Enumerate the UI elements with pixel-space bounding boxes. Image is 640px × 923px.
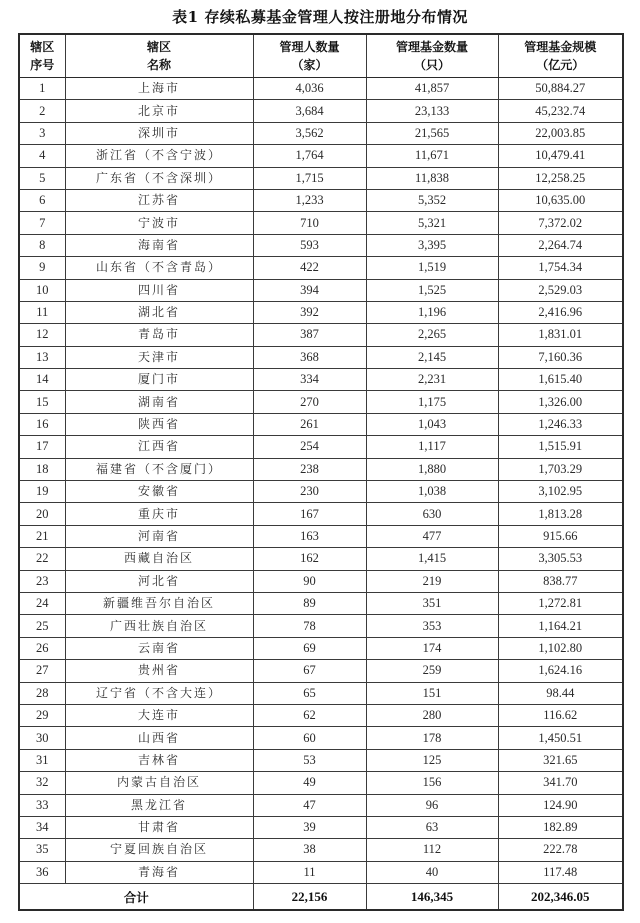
cell-region-name: 西藏自治区 <box>65 548 253 570</box>
cell-scale: 3,305.53 <box>498 548 623 570</box>
cell-scale: 12,258.25 <box>498 167 623 189</box>
cell-region-name: 海南省 <box>65 234 253 256</box>
cell-seq: 29 <box>19 704 65 726</box>
total-funds: 146,345 <box>366 884 498 911</box>
cell-seq: 7 <box>19 212 65 234</box>
cell-managers: 3,562 <box>253 122 366 144</box>
table-row <box>19 145 623 167</box>
cell-scale: 7,372.02 <box>498 212 623 234</box>
table-row <box>19 481 623 503</box>
cell-region-name: 天津市 <box>65 346 253 368</box>
cell-region-name: 陕西省 <box>65 413 253 435</box>
cell-funds: 477 <box>366 525 498 547</box>
cell-seq: 22 <box>19 548 65 570</box>
table-row <box>19 503 623 525</box>
cell-scale: 321.65 <box>498 749 623 771</box>
cell-region-name: 福建省（不含厦门） <box>65 458 253 480</box>
cell-region-name: 吉林省 <box>65 749 253 771</box>
cell-region-name: 贵州省 <box>65 660 253 682</box>
cell-scale: 838.77 <box>498 570 623 592</box>
cell-funds: 5,321 <box>366 212 498 234</box>
cell-seq: 8 <box>19 234 65 256</box>
cell-seq: 4 <box>19 145 65 167</box>
cell-funds: 280 <box>366 704 498 726</box>
cell-region-name: 广西壮族自治区 <box>65 615 253 637</box>
cell-seq: 23 <box>19 570 65 592</box>
table-row <box>19 816 623 838</box>
table-header <box>19 34 623 78</box>
cell-region-name: 宁波市 <box>65 212 253 234</box>
header-managers: 管理人数量 （家） <box>253 34 366 78</box>
cell-managers: 1,715 <box>253 167 366 189</box>
cell-region-name: 重庆市 <box>65 503 253 525</box>
cell-seq: 25 <box>19 615 65 637</box>
cell-managers: 38 <box>253 839 366 861</box>
cell-seq: 35 <box>19 839 65 861</box>
table-row <box>19 704 623 726</box>
cell-funds: 1,043 <box>366 413 498 435</box>
cell-scale: 1,703.29 <box>498 458 623 480</box>
cell-managers: 47 <box>253 794 366 816</box>
cell-seq: 5 <box>19 167 65 189</box>
cell-seq: 13 <box>19 346 65 368</box>
cell-managers: 387 <box>253 324 366 346</box>
header-name: 辖区 名称 <box>65 34 253 78</box>
cell-funds: 351 <box>366 592 498 614</box>
table-body <box>19 78 623 884</box>
table-row <box>19 794 623 816</box>
cell-region-name: 青海省 <box>65 861 253 883</box>
cell-managers: 270 <box>253 391 366 413</box>
cell-scale: 2,416.96 <box>498 301 623 323</box>
cell-region-name: 大连市 <box>65 704 253 726</box>
cell-seq: 27 <box>19 660 65 682</box>
cell-managers: 4,036 <box>253 78 366 100</box>
cell-scale: 2,529.03 <box>498 279 623 301</box>
table-row <box>19 413 623 435</box>
cell-managers: 593 <box>253 234 366 256</box>
cell-scale: 1,624.16 <box>498 660 623 682</box>
cell-funds: 11,838 <box>366 167 498 189</box>
table-row <box>19 279 623 301</box>
cell-funds: 1,415 <box>366 548 498 570</box>
cell-funds: 219 <box>366 570 498 592</box>
cell-region-name: 黑龙江省 <box>65 794 253 816</box>
cell-funds: 2,231 <box>366 369 498 391</box>
cell-managers: 368 <box>253 346 366 368</box>
cell-managers: 238 <box>253 458 366 480</box>
cell-scale: 222.78 <box>498 839 623 861</box>
cell-scale: 22,003.85 <box>498 122 623 144</box>
cell-region-name: 深圳市 <box>65 122 253 144</box>
cell-scale: 1,813.28 <box>498 503 623 525</box>
distribution-table <box>18 33 624 911</box>
cell-funds: 63 <box>366 816 498 838</box>
cell-region-name: 甘肃省 <box>65 816 253 838</box>
table-row <box>19 122 623 144</box>
cell-funds: 3,395 <box>366 234 498 256</box>
cell-managers: 230 <box>253 481 366 503</box>
table-row <box>19 189 623 211</box>
cell-scale: 10,479.41 <box>498 145 623 167</box>
cell-scale: 1,164.21 <box>498 615 623 637</box>
cell-funds: 178 <box>366 727 498 749</box>
cell-region-name: 河南省 <box>65 525 253 547</box>
cell-scale: 10,635.00 <box>498 189 623 211</box>
cell-seq: 17 <box>19 436 65 458</box>
cell-seq: 26 <box>19 637 65 659</box>
table-row <box>19 436 623 458</box>
cell-managers: 1,233 <box>253 189 366 211</box>
header-scale: 管理基金规模 （亿元） <box>498 34 623 78</box>
cell-region-name: 宁夏回族自治区 <box>65 839 253 861</box>
cell-managers: 49 <box>253 772 366 794</box>
cell-seq: 6 <box>19 189 65 211</box>
cell-scale: 2,264.74 <box>498 234 623 256</box>
cell-managers: 394 <box>253 279 366 301</box>
cell-region-name: 北京市 <box>65 100 253 122</box>
cell-seq: 15 <box>19 391 65 413</box>
cell-region-name: 青岛市 <box>65 324 253 346</box>
cell-funds: 21,565 <box>366 122 498 144</box>
cell-seq: 34 <box>19 816 65 838</box>
table-row <box>19 637 623 659</box>
cell-managers: 39 <box>253 816 366 838</box>
cell-managers: 65 <box>253 682 366 704</box>
cell-seq: 10 <box>19 279 65 301</box>
cell-region-name: 厦门市 <box>65 369 253 391</box>
cell-funds: 1,196 <box>366 301 498 323</box>
cell-scale: 3,102.95 <box>498 481 623 503</box>
cell-managers: 334 <box>253 369 366 391</box>
table-row <box>19 682 623 704</box>
table-row <box>19 100 623 122</box>
cell-funds: 151 <box>366 682 498 704</box>
table-row <box>19 749 623 771</box>
cell-scale: 341.70 <box>498 772 623 794</box>
total-managers: 22,156 <box>253 884 366 911</box>
cell-seq: 28 <box>19 682 65 704</box>
table-row <box>19 391 623 413</box>
table-row <box>19 592 623 614</box>
cell-funds: 23,133 <box>366 100 498 122</box>
cell-seq: 1 <box>19 78 65 100</box>
cell-region-name: 河北省 <box>65 570 253 592</box>
total-label: 合计 <box>19 884 253 911</box>
cell-scale: 50,884.27 <box>498 78 623 100</box>
cell-funds: 1,038 <box>366 481 498 503</box>
cell-seq: 14 <box>19 369 65 391</box>
table-row <box>19 458 623 480</box>
cell-seq: 2 <box>19 100 65 122</box>
table-row <box>19 324 623 346</box>
table-row <box>19 727 623 749</box>
cell-region-name: 内蒙古自治区 <box>65 772 253 794</box>
cell-funds: 125 <box>366 749 498 771</box>
cell-managers: 62 <box>253 704 366 726</box>
cell-region-name: 云南省 <box>65 637 253 659</box>
cell-region-name: 江西省 <box>65 436 253 458</box>
cell-seq: 30 <box>19 727 65 749</box>
table-title: 表1 存续私募基金管理人按注册地分布情况 <box>172 8 468 26</box>
cell-funds: 630 <box>366 503 498 525</box>
cell-funds: 156 <box>366 772 498 794</box>
cell-region-name: 湖北省 <box>65 301 253 323</box>
cell-region-name: 上海市 <box>65 78 253 100</box>
table-row <box>19 525 623 547</box>
cell-funds: 353 <box>366 615 498 637</box>
cell-managers: 89 <box>253 592 366 614</box>
cell-managers: 167 <box>253 503 366 525</box>
cell-funds: 1,175 <box>366 391 498 413</box>
cell-funds: 5,352 <box>366 189 498 211</box>
cell-seq: 12 <box>19 324 65 346</box>
cell-scale: 1,246.33 <box>498 413 623 435</box>
cell-funds: 1,519 <box>366 257 498 279</box>
cell-region-name: 新疆维吾尔自治区 <box>65 592 253 614</box>
cell-seq: 31 <box>19 749 65 771</box>
cell-managers: 392 <box>253 301 366 323</box>
cell-scale: 1,515.91 <box>498 436 623 458</box>
cell-managers: 163 <box>253 525 366 547</box>
table-row <box>19 660 623 682</box>
cell-funds: 259 <box>366 660 498 682</box>
cell-seq: 18 <box>19 458 65 480</box>
cell-seq: 11 <box>19 301 65 323</box>
cell-seq: 36 <box>19 861 65 883</box>
cell-funds: 1,117 <box>366 436 498 458</box>
table-footer <box>19 884 623 911</box>
cell-managers: 90 <box>253 570 366 592</box>
cell-region-name: 山西省 <box>65 727 253 749</box>
cell-scale: 7,160.36 <box>498 346 623 368</box>
table-row <box>19 369 623 391</box>
cell-managers: 60 <box>253 727 366 749</box>
cell-managers: 69 <box>253 637 366 659</box>
cell-seq: 32 <box>19 772 65 794</box>
header-funds: 管理基金数量 （只） <box>366 34 498 78</box>
cell-funds: 40 <box>366 861 498 883</box>
cell-region-name: 安徽省 <box>65 481 253 503</box>
table-row <box>19 548 623 570</box>
cell-scale: 117.48 <box>498 861 623 883</box>
cell-managers: 3,684 <box>253 100 366 122</box>
table-row <box>19 257 623 279</box>
cell-scale: 124.90 <box>498 794 623 816</box>
cell-funds: 2,145 <box>366 346 498 368</box>
cell-managers: 162 <box>253 548 366 570</box>
table-row <box>19 212 623 234</box>
table-row <box>19 346 623 368</box>
table-row <box>19 301 623 323</box>
cell-scale: 1,831.01 <box>498 324 623 346</box>
cell-scale: 915.66 <box>498 525 623 547</box>
cell-scale: 1,450.51 <box>498 727 623 749</box>
table-row <box>19 615 623 637</box>
cell-scale: 45,232.74 <box>498 100 623 122</box>
cell-managers: 710 <box>253 212 366 234</box>
cell-managers: 1,764 <box>253 145 366 167</box>
cell-managers: 254 <box>253 436 366 458</box>
table-row <box>19 234 623 256</box>
cell-funds: 41,857 <box>366 78 498 100</box>
cell-funds: 1,525 <box>366 279 498 301</box>
cell-scale: 1,754.34 <box>498 257 623 279</box>
table-row <box>19 167 623 189</box>
cell-seq: 16 <box>19 413 65 435</box>
table-row <box>19 839 623 861</box>
table-row <box>19 772 623 794</box>
cell-region-name: 广东省（不含深圳） <box>65 167 253 189</box>
cell-scale: 1,272.81 <box>498 592 623 614</box>
cell-managers: 53 <box>253 749 366 771</box>
total-row <box>19 884 623 911</box>
cell-region-name: 辽宁省（不含大连） <box>65 682 253 704</box>
table-row <box>19 78 623 100</box>
cell-seq: 3 <box>19 122 65 144</box>
cell-scale: 116.62 <box>498 704 623 726</box>
cell-seq: 33 <box>19 794 65 816</box>
cell-scale: 1,102.80 <box>498 637 623 659</box>
cell-scale: 1,326.00 <box>498 391 623 413</box>
cell-funds: 2,265 <box>366 324 498 346</box>
cell-region-name: 浙江省（不含宁波） <box>65 145 253 167</box>
cell-seq: 21 <box>19 525 65 547</box>
cell-funds: 1,880 <box>366 458 498 480</box>
header-seq: 辖区 序号 <box>19 34 65 78</box>
cell-managers: 11 <box>253 861 366 883</box>
cell-seq: 19 <box>19 481 65 503</box>
cell-managers: 78 <box>253 615 366 637</box>
table-row <box>19 570 623 592</box>
cell-managers: 422 <box>253 257 366 279</box>
cell-managers: 67 <box>253 660 366 682</box>
cell-seq: 24 <box>19 592 65 614</box>
cell-funds: 112 <box>366 839 498 861</box>
cell-region-name: 四川省 <box>65 279 253 301</box>
cell-scale: 182.89 <box>498 816 623 838</box>
table-row <box>19 861 623 883</box>
cell-seq: 9 <box>19 257 65 279</box>
cell-funds: 96 <box>366 794 498 816</box>
cell-funds: 174 <box>366 637 498 659</box>
cell-seq: 20 <box>19 503 65 525</box>
cell-region-name: 湖南省 <box>65 391 253 413</box>
cell-funds: 11,671 <box>366 145 498 167</box>
cell-region-name: 山东省（不含青岛） <box>65 257 253 279</box>
cell-managers: 261 <box>253 413 366 435</box>
cell-region-name: 江苏省 <box>65 189 253 211</box>
cell-scale: 1,615.40 <box>498 369 623 391</box>
cell-scale: 98.44 <box>498 682 623 704</box>
total-scale: 202,346.05 <box>498 884 623 911</box>
